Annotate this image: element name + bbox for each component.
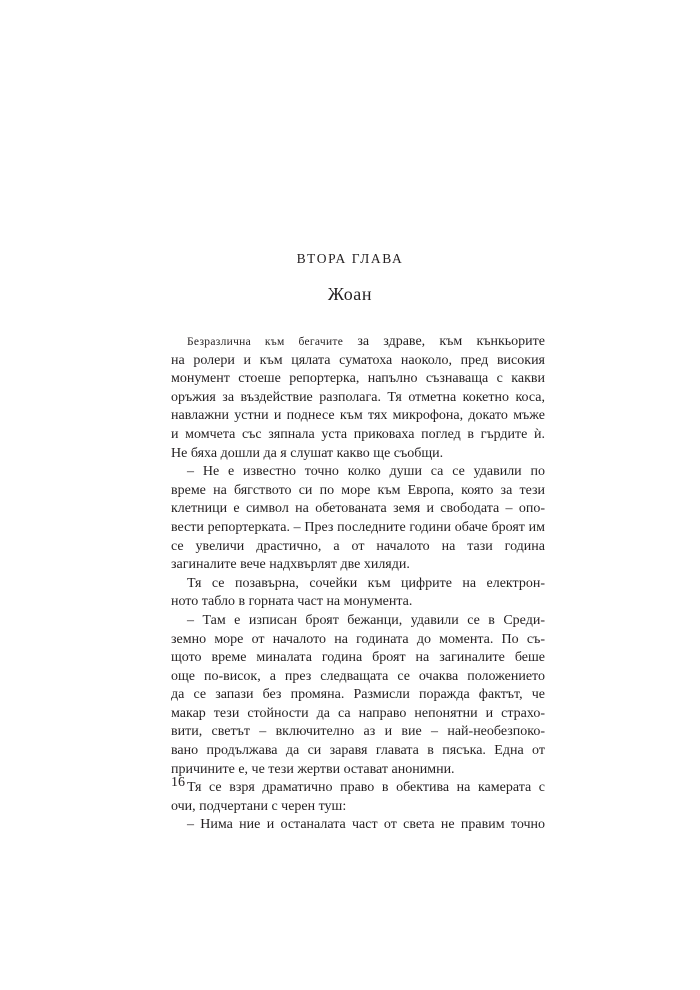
text-line: очи, подчертани с черен туш:	[171, 798, 347, 814]
chapter-body	[171, 333, 545, 835]
text-line: – Не е известно точно колко души са се удавили по	[187, 464, 545, 480]
paragraph	[171, 612, 545, 779]
text-line: Тя се взря драматично право в обектива на камерата с	[187, 780, 545, 796]
lead-in-smallcaps: Безразлична към бегачите	[187, 336, 344, 348]
text-line: време на бягството си по море към Европа, която за тези	[171, 482, 545, 498]
text-line: и момчета със зяпнала уста приковаха поглед в гърдите ѝ.	[171, 426, 545, 442]
text-line: ното табло в горната част на монумента.	[171, 594, 413, 610]
paragraph	[171, 816, 545, 835]
text-line: земно море от началото на годината до момента. По съ-	[171, 631, 545, 647]
text-line: причините е, че тези жертви остават анонимни.	[171, 761, 455, 777]
text-line: вести репортерката. – През последните години обаче броят им	[171, 519, 545, 535]
paragraph	[171, 575, 545, 612]
chapter-label: ВТОРА ГЛАВА	[296, 251, 404, 266]
text-line: – Там е изписан броят бежанци, удавили се в Среди-	[187, 612, 545, 628]
text-line: Тя се позавърна, сочейки към цифрите на електрон-	[187, 575, 545, 591]
text-line: навлажни устни и поднесе към тях микрофона, докато мъже	[171, 408, 545, 424]
paragraph	[171, 463, 545, 575]
text-line: на ролери и към цялата суматоха наоколо, пред високия	[171, 352, 545, 368]
text-line: се увеличи драстично, а от началото на тази година	[171, 538, 545, 554]
text-line: монумент стоеше репортерка, напълно съзнаваща с какви	[171, 371, 545, 387]
chapter-title: Жоан	[327, 284, 373, 304]
page-number: 16	[171, 775, 185, 790]
text-line: макар тези стойности да са направо непонятни и страхо-	[171, 705, 545, 721]
text-line: още по-висок, а през следващата се очаква положението	[171, 668, 545, 684]
text-line: да се запази без промяна. Размисли поражда фактът, че	[171, 687, 545, 703]
text-line: загиналите вече надхвърлят две хиляди.	[171, 557, 410, 573]
text-line: – Нима ние и останалата част от света не правим точно	[187, 817, 545, 833]
text-line: щото време миналата година броят на загиналите беше	[171, 650, 545, 666]
text-line: Безразлична към бегачите за здраве, към кънкьорите	[187, 334, 546, 349]
text-line: оръжия за въздействие разполага. Тя отметна кокетно коса,	[171, 389, 545, 405]
text-line: вити, светът – включително аз и вие – най-необезпоко-	[171, 724, 545, 740]
paragraph	[171, 333, 545, 463]
text-line: клетници е символ на обетованата земя и свободата – опо-	[171, 501, 545, 517]
paragraph	[171, 779, 545, 816]
text-line: Не бяха дошли да я слушат какво ще съобщи.	[171, 445, 444, 461]
text-line: вано продължава да си заравя главата в пясъка. Една от	[171, 743, 545, 759]
